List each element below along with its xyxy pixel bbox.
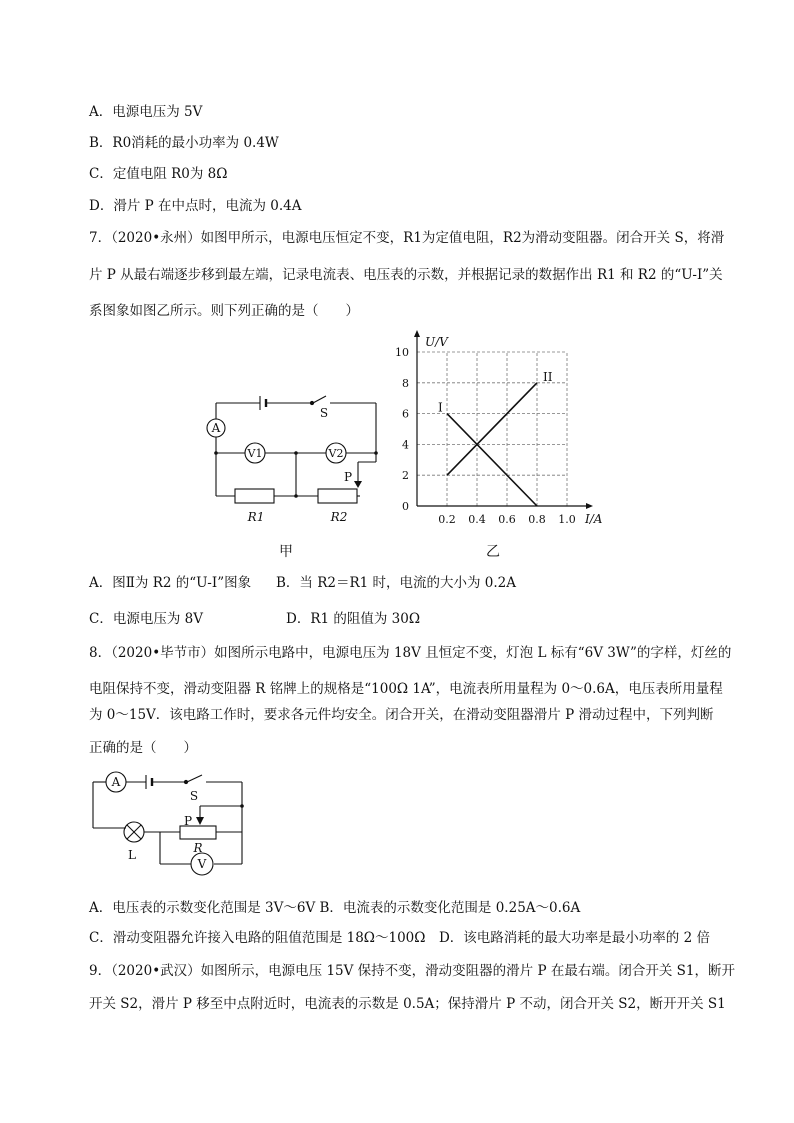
q7-option-b: B．当 R2＝R1 时，电流的大小为 0.2A bbox=[276, 575, 517, 591]
q8-stem-line4: 正确的是（ ） bbox=[89, 740, 197, 756]
q8-switch-label: S bbox=[189, 789, 199, 803]
q8-stem-line1: 8．（2020•毕节市）如图所示电路中，电源电压为 18V 且恒定不变，灯泡 L 标有“6V 3W”的字样，灯丝的 bbox=[89, 645, 732, 661]
x-axis-arrow bbox=[586, 503, 593, 509]
q7-ammeter-label: A bbox=[211, 421, 221, 435]
q7-stem-line1: 7．（2020•永州）如图甲所示，电源电压恒定不变，R1为定值电阻，R2为滑动变阻器。闭合开关 S，将滑 bbox=[89, 230, 725, 246]
q7-switch-label: S bbox=[319, 406, 329, 420]
q7-option-d: D．R1 的阻值为 30Ω bbox=[286, 611, 421, 627]
q6-option-a: A．电源电压为 5V bbox=[89, 104, 203, 120]
y-tick-label: 10 bbox=[395, 346, 409, 359]
q6-option-d: D．滑片 P 在中点时，电流为 0.4A bbox=[89, 198, 302, 214]
q8-options-cd: C．滑动变阻器允许接入电路的阻值范围是 18Ω～100Ω D．该电路消耗的最大功率是最小功率的 2 倍 bbox=[89, 930, 710, 946]
x-axis-label: I/A bbox=[585, 512, 603, 526]
x-tick-label: 0.2 bbox=[438, 513, 456, 526]
q7-ui-chart bbox=[390, 325, 620, 535]
y-tick-label: 0 bbox=[402, 500, 409, 513]
q9-stem-line2: 开关 S2，滑片 P 移至中点附近时，电流表的示数是 0.5A；保持滑片 P 不动，闭合开关 S2，断开开关 S1 bbox=[89, 996, 726, 1012]
series-label-II: II bbox=[543, 369, 553, 384]
q8-voltmeter-label: V bbox=[197, 857, 207, 871]
q8-circuit-diagram bbox=[88, 768, 258, 883]
q9-stem-line1: 9．（2020•武汉）如图所示，电源电压 15V 保持不变，滑动变阻器的滑片 P 在最右端。闭合开关 S1，断开 bbox=[89, 963, 735, 979]
y-tick-label: 2 bbox=[402, 469, 409, 483]
q7-r1-label: R1 bbox=[247, 510, 265, 524]
q8-stem-line2: 电阻保持不变，滑动变阻器 R 铭牌上的规格是“100Ω 1A”，电流表所用量程为 0～0.6A，电压表所用量程 bbox=[89, 681, 723, 697]
q8-rheostat-label: R bbox=[193, 841, 203, 855]
series-line-II bbox=[447, 383, 537, 475]
q7-slider-label: P bbox=[343, 470, 353, 484]
x-tick-label: 0.8 bbox=[528, 513, 546, 526]
y-tick-label: 6 bbox=[402, 407, 409, 421]
y-axis-arrow bbox=[414, 330, 420, 337]
q7-option-c: C．电源电压为 8V bbox=[89, 611, 203, 627]
q7-circuit-diagram bbox=[200, 390, 390, 530]
q7-figure2-caption: 乙 bbox=[486, 544, 500, 560]
q7-stem-line3: 系图象如图乙所示。则下列正确的是（ ） bbox=[89, 303, 359, 319]
x-tick-label: 0.6 bbox=[498, 513, 516, 526]
q6-option-b: B．R0消耗的最小功率为 0.4W bbox=[89, 135, 279, 151]
q8-lamp-label: L bbox=[128, 848, 136, 862]
q6-option-c: C．定值电阻 R0为 8Ω bbox=[89, 166, 228, 182]
q8-ammeter-label: A bbox=[111, 775, 121, 789]
q7-v1-label: V1 bbox=[247, 447, 263, 460]
x-tick-label: 1.0 bbox=[558, 513, 576, 526]
y-axis-label: U/V bbox=[425, 335, 448, 349]
x-tick-label: 0.4 bbox=[468, 513, 486, 526]
y-tick-label: 8 bbox=[402, 376, 409, 390]
series-label-I: I bbox=[438, 400, 443, 415]
q8-options-ab: A．电压表的示数变化范围是 3V～6V B．电流表的示数变化范围是 0.25A～0.6A bbox=[89, 900, 581, 916]
q7-option-a: A．图Ⅱ为 R2 的“U-I”图象 bbox=[89, 575, 252, 591]
q7-v2-label: V2 bbox=[328, 447, 344, 460]
q8-slider-label: P bbox=[183, 814, 193, 828]
y-tick-label: 4 bbox=[402, 438, 409, 452]
q7-r2-label: R2 bbox=[330, 510, 348, 524]
series-line-I bbox=[447, 414, 537, 506]
q7-figure1-caption: 甲 bbox=[279, 544, 293, 560]
q8-stem-line3: 为 0～15V．该电路工作时，要求各元件均安全。闭合开关，在滑动变阻器滑片 P 滑动过程中，下列判断 bbox=[89, 707, 714, 723]
q7-stem-line2: 片 P 从最右端逐步移到最左端，记录电流表、电压表的示数，并根据记录的数据作出 R1 和 R2 的“U-I”关 bbox=[89, 267, 723, 283]
